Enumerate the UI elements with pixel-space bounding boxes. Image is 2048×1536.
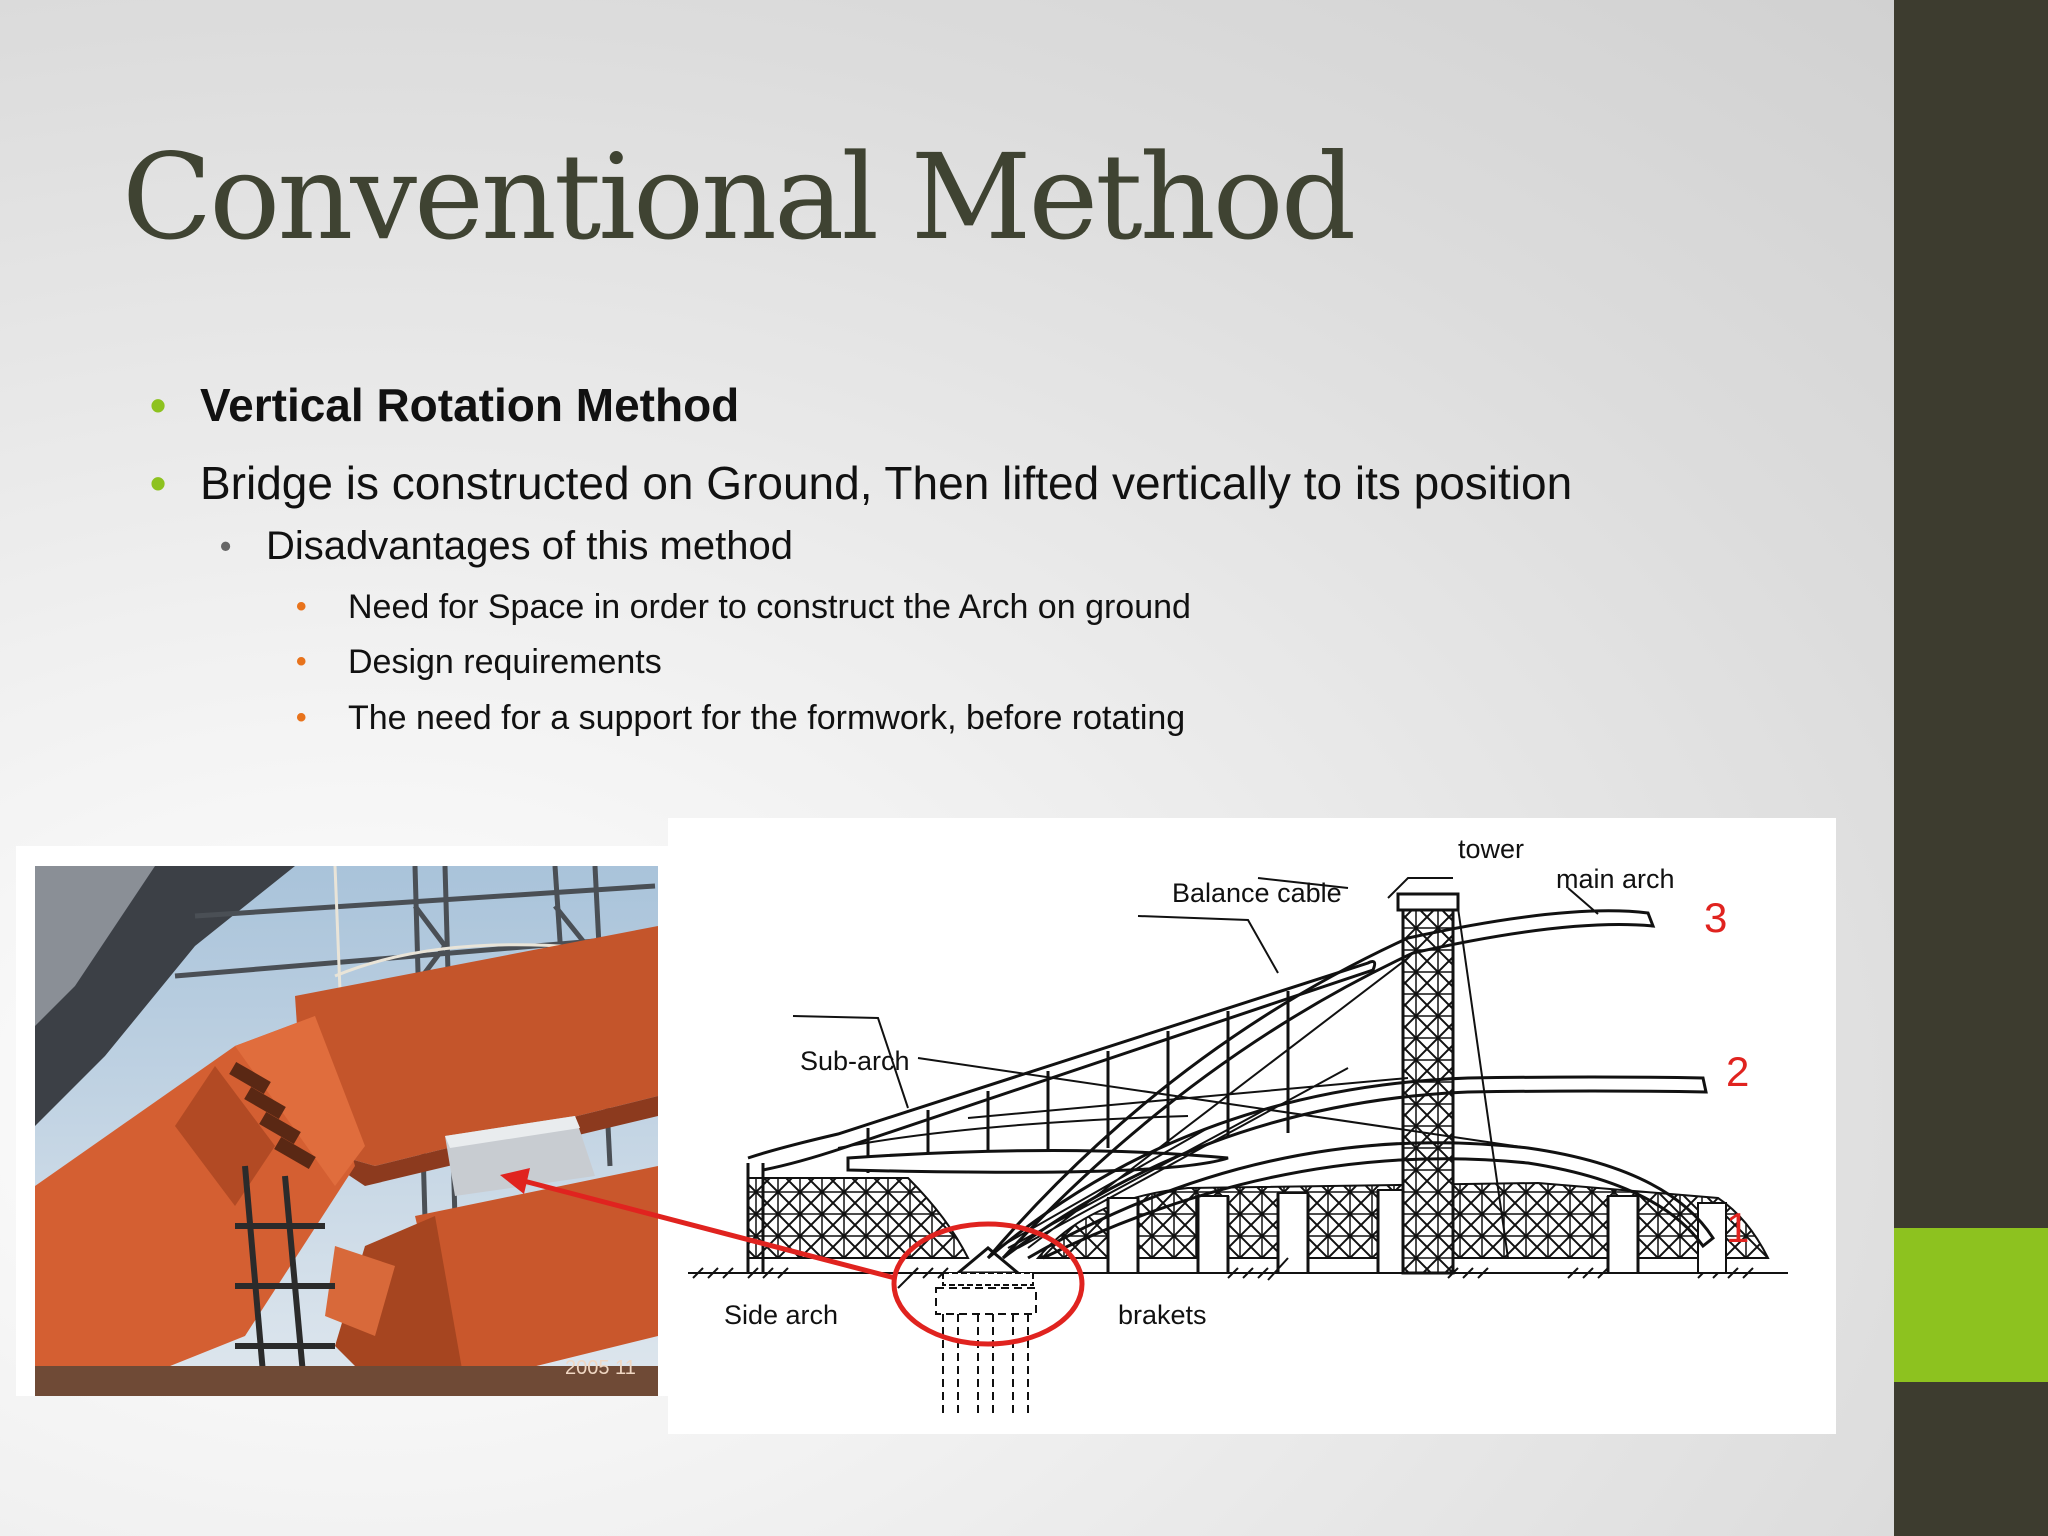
sub-sub-bullet-item	[296, 699, 1186, 738]
bullet-text: Design requirements	[348, 643, 662, 681]
label-side-arch: Side arch	[724, 1300, 839, 1330]
stage-label-2: 2	[1726, 1048, 1750, 1095]
side-arch-truss	[748, 1178, 968, 1258]
slide-title: Conventional Method	[122, 128, 1354, 266]
sidebar-accent-block	[1894, 1228, 2048, 1382]
bullet-dot: •	[220, 528, 232, 564]
sub-bullet-item	[220, 524, 793, 569]
bullet-text: Disadvantages of this method	[266, 524, 793, 568]
bullet-dot: •	[296, 701, 307, 734]
bullet-text: Vertical Rotation Method	[200, 379, 740, 431]
rotation-diagram	[668, 818, 1836, 1434]
sub-sub-bullet-item	[296, 588, 1191, 627]
rotation-diagram-drawing	[668, 818, 1836, 1434]
bullet-dot: •	[296, 590, 307, 623]
bullet-text: The need for a support for the formwork, before rotating	[348, 699, 1186, 737]
label-brakets: brakets	[1118, 1300, 1207, 1330]
construction-photo	[16, 846, 668, 1396]
sub-sub-bullet-item	[296, 643, 662, 682]
bullet-dot: •	[150, 457, 167, 509]
label-main-arch: main arch	[1556, 864, 1675, 894]
bullet-item	[150, 378, 740, 432]
stage-label-3: 3	[1704, 894, 1728, 941]
foundation-piles	[936, 1288, 1036, 1418]
label-balance-cable: Balance cable	[1172, 878, 1342, 908]
bullet-item	[150, 456, 1573, 510]
bullet-dot: •	[150, 379, 167, 431]
bullet-text: Need for Space in order to construct the Arch on ground	[348, 588, 1191, 626]
photo-date-stamp: 2005 11	[565, 1357, 636, 1379]
label-tower: tower	[1458, 834, 1525, 864]
label-sub-arch: Sub-arch	[800, 1046, 910, 1076]
stage-label-1: 1	[1726, 1204, 1750, 1251]
bullet-text: Bridge is constructed on Ground, Then lifted vertically to its position	[200, 457, 1573, 509]
bullet-dot: •	[296, 645, 307, 678]
construction-photo-image	[35, 866, 658, 1396]
